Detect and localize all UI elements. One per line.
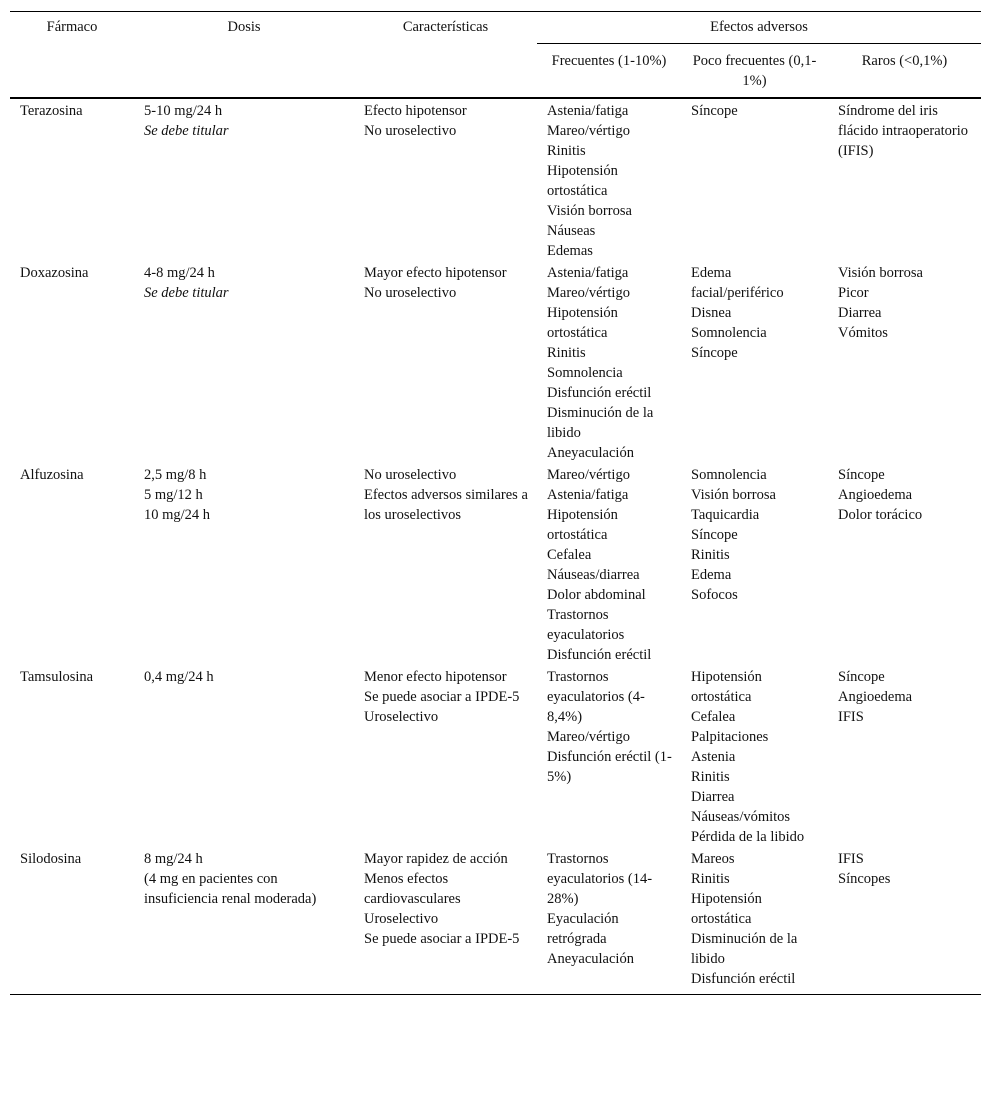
efecto-item: Angioedema	[838, 487, 913, 503]
cell-poco-frecuentes	[681, 98, 828, 262]
efecto-item: Hipotensión ortostática	[547, 507, 618, 543]
efecto-item: Visión borrosa	[547, 203, 632, 219]
dosis-line: 5-10 mg/24 h	[144, 103, 223, 119]
efecto-item: Disminución de la libido	[691, 931, 798, 967]
efecto-item: Somnolencia	[691, 325, 767, 341]
dosis-line: 0,4 mg/24 h	[144, 669, 214, 685]
cell-caracteristicas	[354, 666, 537, 848]
cell-caracteristicas	[354, 262, 537, 464]
efecto-item: Mareo/vértigo	[547, 285, 630, 301]
efecto-item: Náuseas/diarrea	[547, 567, 640, 583]
efecto-item: Sofocos	[691, 587, 738, 603]
efecto-item: Disfunción eréctil	[547, 385, 652, 401]
efecto-item: Rinitis	[691, 769, 730, 785]
cell-frecuentes	[537, 666, 681, 848]
caracteristica-item: Mayor efecto hipotensor	[364, 265, 507, 281]
efecto-item: Palpitaciones	[691, 729, 769, 745]
header-raros: Raros (<0,1%)	[861, 53, 948, 69]
cell-dosis	[134, 848, 354, 995]
efecto-item: Hipotensión ortostática	[547, 163, 618, 199]
dosis-line: 4-8 mg/24 h	[144, 265, 215, 281]
table-row	[10, 464, 981, 666]
efecto-item: Mareo/vértigo	[547, 467, 630, 483]
efecto-item: Astenia	[691, 749, 736, 765]
table-row	[10, 848, 981, 995]
cell-poco-frecuentes	[681, 464, 828, 666]
dosis-line: Se debe titular	[144, 285, 229, 301]
efecto-item: Mareos	[691, 851, 735, 867]
efecto-item: Visión borrosa	[838, 265, 923, 281]
efecto-item: Trastornos eyaculatorios (14-28%)	[547, 851, 653, 907]
efecto-item: Rinitis	[691, 547, 730, 563]
efecto-item: Disminución de la libido	[547, 405, 654, 441]
cell-dosis	[134, 98, 354, 262]
header-dosis: Dosis	[134, 12, 354, 99]
adverse-effects-table	[10, 11, 981, 995]
cell-frecuentes	[537, 262, 681, 464]
efecto-item: Edemas	[547, 243, 593, 259]
efecto-item: Síncope	[691, 527, 738, 543]
table-row	[10, 666, 981, 848]
caracteristica-item: No uroselectivo	[364, 285, 457, 301]
efecto-item: IFIS	[838, 709, 864, 725]
efecto-item: Trastornos eyaculatorios (4-8,4%)	[547, 669, 645, 725]
efecto-item: Disnea	[691, 305, 732, 321]
efecto-item: Síncopes	[838, 871, 891, 887]
efecto-item: Hipotensión ortostática	[691, 669, 762, 705]
header-poco-frecuentes: Poco frecuentes (0,1-1%)	[692, 53, 817, 89]
efecto-item: Taquicardia	[691, 507, 760, 523]
efecto-item: Eyaculación retrógrada	[547, 911, 619, 947]
cell-poco-frecuentes	[681, 262, 828, 464]
efecto-item: Cefalea	[691, 709, 736, 725]
efecto-item: Náuseas	[547, 223, 596, 239]
cell-raros	[828, 666, 981, 848]
efecto-item: Somnolencia	[547, 365, 623, 381]
efecto-item: Rinitis	[691, 871, 730, 887]
efecto-item: Angioedema	[838, 689, 913, 705]
dosis-line: 2,5 mg/8 h	[144, 467, 207, 483]
table-body	[10, 98, 981, 995]
efecto-item: Dolor torácico	[838, 507, 923, 523]
caracteristica-item: No uroselectivo	[364, 123, 457, 139]
efecto-item: Disfunción eréctil (1-5%)	[547, 749, 672, 785]
dosis-line: 10 mg/24 h	[144, 507, 211, 523]
efecto-item: Hipotensión ortostática	[691, 891, 762, 927]
dosis-line: 8 mg/24 h	[144, 851, 203, 867]
caracteristica-item: Efectos adversos similares a los uroselectivos	[364, 487, 528, 523]
efecto-item: Aneyaculación	[547, 951, 634, 967]
efecto-item: Disfunción eréctil	[691, 971, 796, 987]
efecto-item: Mareo/vértigo	[547, 729, 630, 745]
cell-raros	[828, 98, 981, 262]
efecto-item: Aneyaculación	[547, 445, 634, 461]
cell-frecuentes	[537, 98, 681, 262]
dosis-line: Se debe titular	[144, 123, 229, 139]
cell-caracteristicas	[354, 848, 537, 995]
header-caracteristicas: Características	[354, 12, 537, 99]
cell-poco-frecuentes	[681, 848, 828, 995]
efecto-item: Náuseas/vómitos	[691, 809, 791, 825]
cell-dosis	[134, 262, 354, 464]
caracteristica-item: No uroselectivo	[364, 467, 457, 483]
cell-dosis	[134, 666, 354, 848]
efecto-item: Edema facial/periférico	[691, 265, 784, 301]
table-header	[10, 12, 981, 99]
efecto-item: Astenia/fatiga	[547, 265, 629, 281]
cell-farmaco: Doxazosina	[20, 265, 89, 281]
cell-frecuentes	[537, 464, 681, 666]
efecto-item: Síncope	[838, 467, 885, 483]
cell-frecuentes	[537, 848, 681, 995]
cell-farmaco: Alfuzosina	[20, 467, 84, 483]
efecto-item: Vómitos	[838, 325, 888, 341]
caracteristica-item: Se puede asociar a IPDE-5	[364, 689, 520, 705]
efecto-item: Edema	[691, 567, 732, 583]
cell-farmaco: Terazosina	[20, 103, 83, 119]
cell-caracteristicas	[354, 464, 537, 666]
dosis-line: 5 mg/12 h	[144, 487, 203, 503]
cell-raros	[828, 464, 981, 666]
efecto-item: Visión borrosa	[691, 487, 776, 503]
cell-dosis	[134, 464, 354, 666]
efecto-item: Picor	[838, 285, 869, 301]
cell-farmaco: Tamsulosina	[20, 669, 94, 685]
header-efectos-adversos: Efectos adversos	[537, 12, 981, 44]
caracteristica-item: Efecto hipotensor	[364, 103, 467, 119]
efecto-item: Rinitis	[547, 143, 586, 159]
cell-caracteristicas	[354, 98, 537, 262]
efecto-item: Mareo/vértigo	[547, 123, 630, 139]
efecto-item: Astenia/fatiga	[547, 487, 629, 503]
efecto-item: Diarrea	[691, 789, 735, 805]
efecto-item: Rinitis	[547, 345, 586, 361]
cell-poco-frecuentes	[681, 666, 828, 848]
efecto-item: Astenia/fatiga	[547, 103, 629, 119]
header-farmaco: Fármaco	[10, 12, 134, 99]
caracteristica-item: Se puede asociar a IPDE-5	[364, 931, 520, 947]
efecto-item: Disfunción eréctil	[547, 647, 652, 663]
efecto-item: Pérdida de la libido	[691, 829, 805, 845]
dosis-line: (4 mg en pacientes con insuficiencia renal moderada)	[144, 871, 317, 907]
caracteristica-item: Uroselectivo	[364, 911, 439, 927]
cell-raros	[828, 262, 981, 464]
cell-farmaco: Silodosina	[20, 851, 82, 867]
efecto-item: IFIS	[838, 851, 864, 867]
efecto-item: Cefalea	[547, 547, 592, 563]
efecto-item: Hipotensión ortostática	[547, 305, 618, 341]
table-row	[10, 98, 981, 262]
caracteristica-item: Menor efecto hipotensor	[364, 669, 507, 685]
efecto-item: Síndrome del iris flácido intraoperatorio (IFIS)	[838, 103, 969, 159]
header-frecuentes: Frecuentes (1-10%)	[551, 53, 667, 69]
caracteristica-item: Mayor rapidez de acción	[364, 851, 508, 867]
table-row	[10, 262, 981, 464]
efecto-item: Síncope	[691, 345, 738, 361]
caracteristica-item: Menos efectos cardiovasculares	[364, 871, 461, 907]
efecto-item: Síncope	[838, 669, 885, 685]
efecto-item: Trastornos eyaculatorios	[547, 607, 625, 643]
caracteristica-item: Uroselectivo	[364, 709, 439, 725]
efecto-item: Diarrea	[838, 305, 882, 321]
efecto-item: Somnolencia	[691, 467, 767, 483]
efecto-item: Dolor abdominal	[547, 587, 646, 603]
efecto-item: Síncope	[691, 103, 738, 119]
cell-raros	[828, 848, 981, 995]
